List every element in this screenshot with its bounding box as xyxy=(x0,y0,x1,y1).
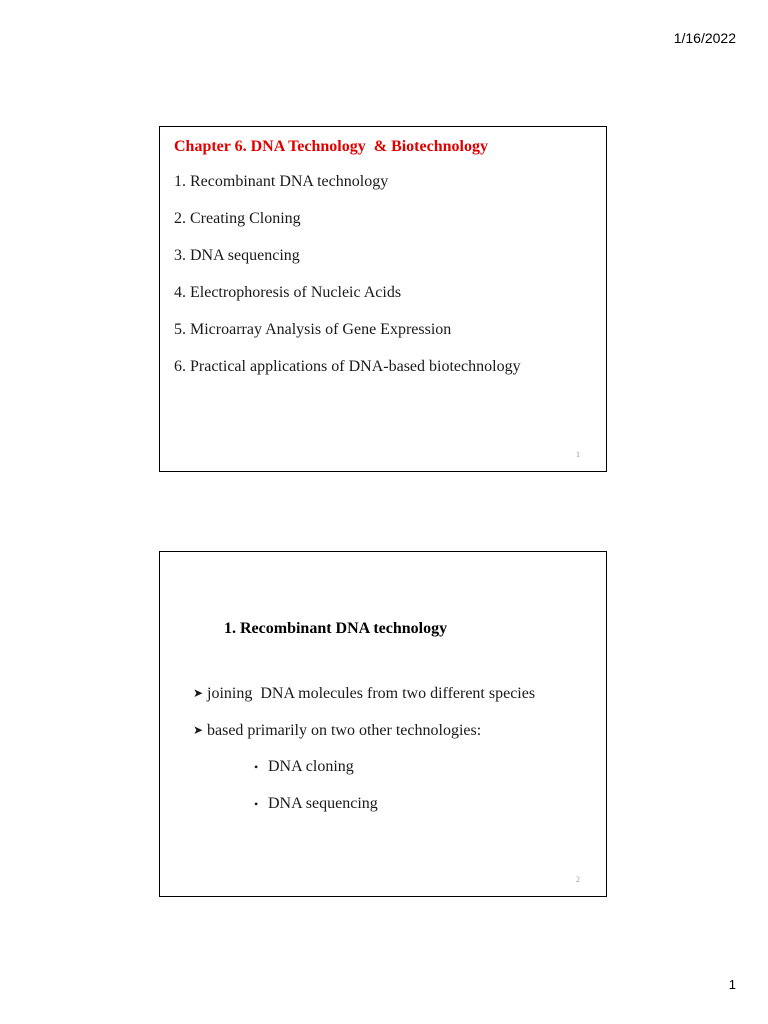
page-date: 1/16/2022 xyxy=(673,30,736,46)
dot-bullet-icon: • xyxy=(254,760,259,774)
arrow-bullet-icon: ➤ xyxy=(193,723,204,737)
topic-item: 1. Recombinant DNA technology xyxy=(174,173,389,190)
slide-2-bullet-list xyxy=(193,683,535,757)
slide-1 xyxy=(159,126,607,472)
slide-2-sub-bullet-list xyxy=(254,757,378,831)
slide-2 xyxy=(159,551,607,897)
page-number: 1 xyxy=(728,977,736,992)
slide-2-title: 1. Recombinant DNA technology xyxy=(224,620,448,637)
sub-bullet-text: DNA cloning xyxy=(268,758,354,775)
slide-1-title: Chapter 6. DNA Technology & Biotechnology xyxy=(174,138,488,155)
slide-1-number: 1 xyxy=(576,450,580,459)
topic-item: 5. Microarray Analysis of Gene Expression xyxy=(174,321,452,338)
sub-bullet-item xyxy=(254,757,378,794)
slide-2-number: 2 xyxy=(576,875,580,884)
bullet-text: joining DNA molecules from two different species xyxy=(207,685,536,702)
bullet-item xyxy=(193,683,535,720)
sub-bullet-text: DNA sequencing xyxy=(268,795,378,812)
slide-1-topic-list xyxy=(174,172,521,394)
sub-bullet-item xyxy=(254,794,378,831)
topic-item: 4. Electrophoresis of Nucleic Acids xyxy=(174,284,402,301)
dot-bullet-icon: • xyxy=(254,797,259,811)
topic-item: 2. Creating Cloning xyxy=(174,210,301,227)
topic-item: 3. DNA sequencing xyxy=(174,247,300,264)
topic-item: 6. Practical applications of DNA-based biotechnology xyxy=(174,358,521,375)
bullet-item xyxy=(193,720,535,757)
bullet-text: based primarily on two other technologies: xyxy=(207,722,482,739)
arrow-bullet-icon: ➤ xyxy=(193,686,204,700)
